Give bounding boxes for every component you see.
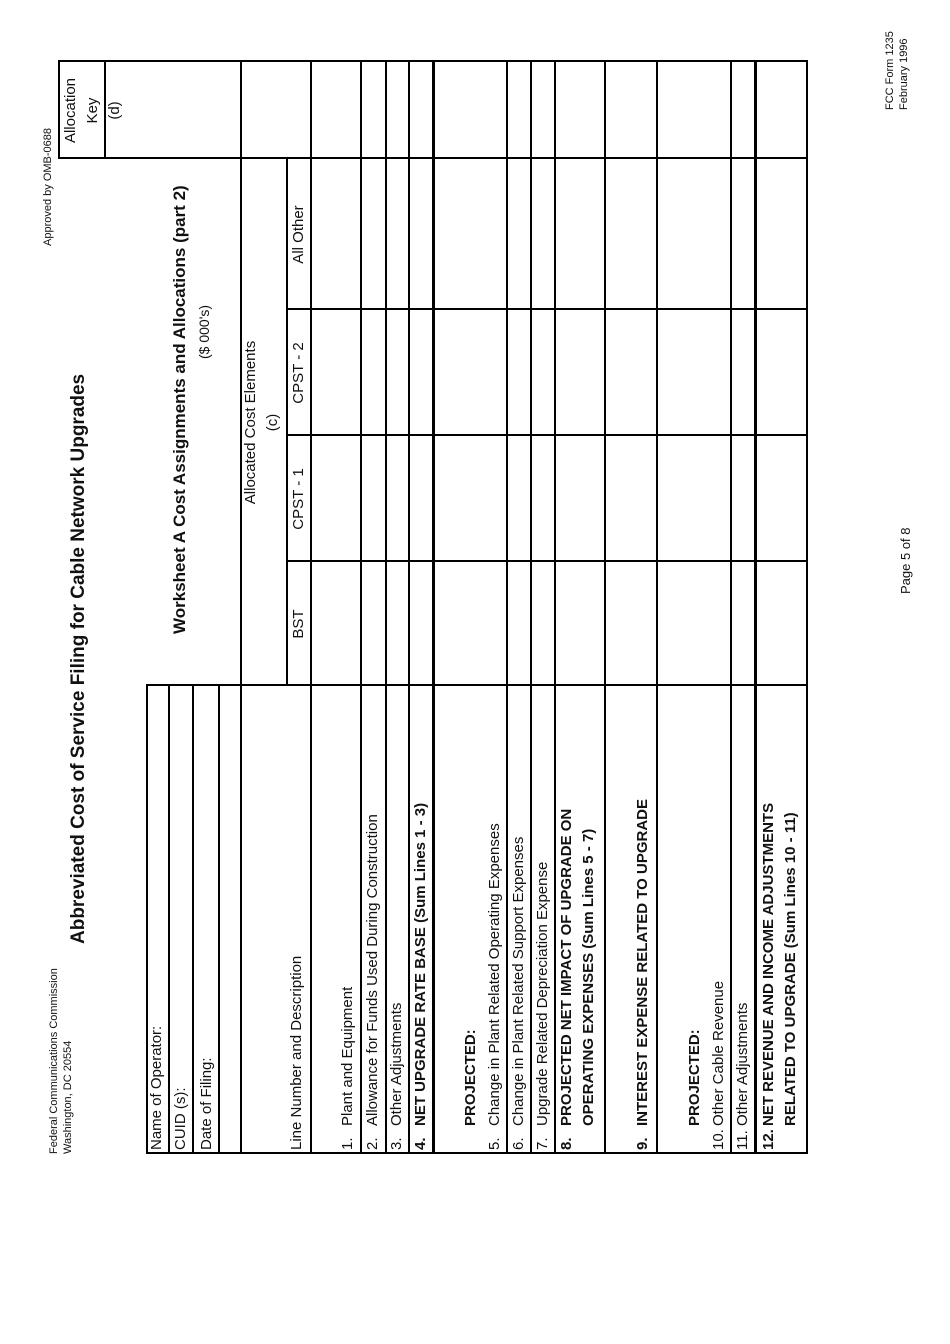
line-num-3: 3. [388, 1137, 405, 1150]
allocation-key-header-1: Allocation [62, 77, 79, 144]
line-desc-12a: NET REVENUE AND INCOME ADJUSTMENTS [760, 802, 777, 1126]
line-header: Line Number and Description [288, 955, 305, 1150]
line-desc-9: INTEREST EXPENSE RELATED TO UPGRADE [634, 799, 651, 1126]
line-desc-6: Change in Plant Related Support Expenses [510, 836, 527, 1126]
line-desc-3: Other Adjustments [388, 1002, 405, 1126]
projected-label-1: PROJECTED: [462, 1029, 479, 1126]
line-desc-7: Upgrade Related Depreciation Expense [534, 861, 551, 1126]
date-label: Date of Filing: [198, 1057, 215, 1150]
line-desc-5: Change in Plant Related Operating Expenses [486, 823, 503, 1126]
line-num-10: 10. [710, 1129, 727, 1150]
line-num-5: 5. [486, 1137, 503, 1150]
page-number: Page 5 of 8 [898, 527, 913, 594]
line-num-1: 1. [339, 1137, 356, 1150]
cuid-label: CUID (s): [172, 1087, 189, 1150]
allocated-cost-elements-letter: (c) [264, 413, 281, 432]
line-num-12: 12. [760, 1129, 777, 1150]
line-desc-8b: OPERATING EXPENSES (Sum Lines 5 - 7) [580, 828, 597, 1126]
allocation-key-header-2: Key [84, 97, 101, 124]
line-num-4: 4. [412, 1137, 429, 1150]
line-num-8: 8. [558, 1137, 575, 1150]
line-num-9: 9. [634, 1137, 651, 1150]
column-cpst-2: CPST - 2 [290, 342, 307, 404]
column-cpst-1: CPST - 1 [290, 468, 307, 530]
agency-name: Federal Communications Commission [48, 968, 60, 1154]
agency-address: Washington, DC 20554 [62, 1040, 74, 1154]
line-desc-4: NET UPGRADE RATE BASE (Sum Lines 1 - 3) [412, 802, 429, 1126]
line-desc-10: Other Cable Revenue [710, 980, 727, 1126]
line-num-7: 7. [534, 1137, 551, 1150]
line-num-11: 11. [734, 1130, 751, 1150]
form-title: Abbreviated Cost of Service Filing for Cable Network Upgrades [68, 373, 89, 944]
column-all-other: All Other [290, 205, 307, 264]
allocation-key-letter: (d) [106, 101, 123, 120]
column-bst: BST [290, 609, 307, 639]
line-desc-11: Other Adjustments [734, 1002, 751, 1126]
form-date: February 1996 [898, 38, 910, 110]
worksheet-units: ($ 000's) [196, 304, 212, 359]
line-desc-8a: PROJECTED NET IMPACT OF UPGRADE ON [558, 808, 575, 1126]
line-num-2: 2. [364, 1137, 381, 1150]
line-desc-2: Allowance for Funds Used During Construction [364, 814, 381, 1126]
line-desc-12b: RELATED TO UPGRADE (Sum Lines 10 - 11) [782, 812, 799, 1126]
line-desc-1: Plant and Equipment [339, 986, 356, 1126]
omb-approval: Approved by OMB-0688 [42, 127, 54, 246]
form-number: FCC Form 1235 [884, 31, 896, 110]
line-num-6: 6. [510, 1137, 527, 1150]
worksheet-title: Worksheet A Cost Assignments and Allocations (part 2) [170, 185, 189, 634]
allocated-cost-elements-header: Allocated Cost Elements [242, 340, 259, 505]
projected-label-2: PROJECTED: [686, 1029, 703, 1126]
operator-label: Name of Operator: [148, 1025, 165, 1150]
